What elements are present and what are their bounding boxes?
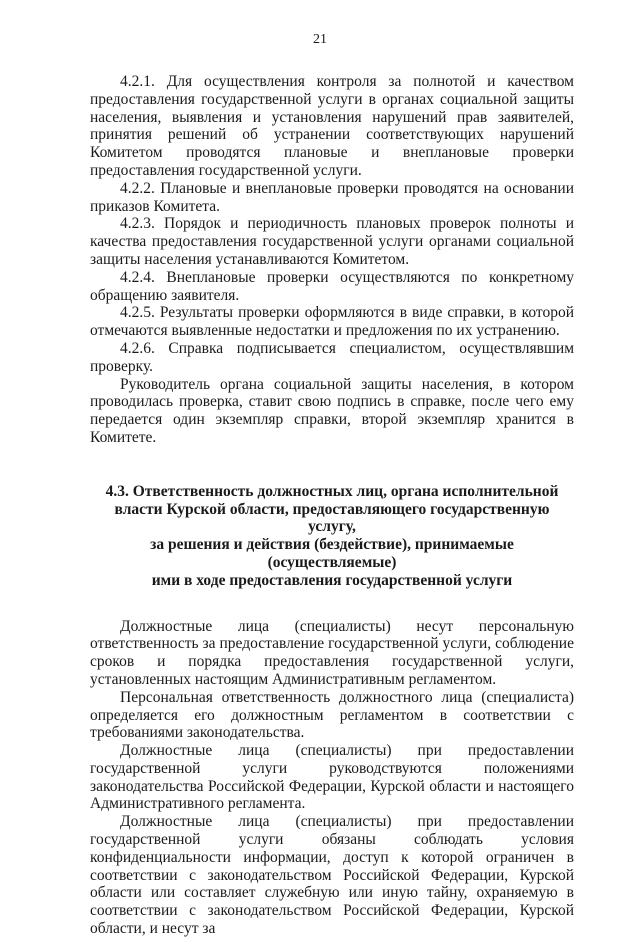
paragraph-4-2-1: 4.2.1. Для осуществления контроля за полнотой и качеством предоставления государственной услуги в органах социальной защиты населения, выявления и установления нарушений прав заявителей, принятия решений об устранении соответствующих нарушений Комитетом проводятся плановые и внеплановые проверки предоставления государственной услуги. xyxy=(90,73,574,179)
paragraph-legislation-guidance: Должностные лица (специалисты) при предоставлении государственной услуги руководствуются положениями законодательства Российской Федерации, Курской области и настоящего Административного регламента. xyxy=(90,742,574,813)
paragraph-personal-responsibility: Должностные лица (специалисты) несут персональную ответственность за предоставление государственной услуги, соблюдение сроков и порядка предоставления государственной услуги, установленных настоящим Административным регламентом. xyxy=(90,617,574,688)
heading-line: власти Курской области, предоставляющего государственную услугу, xyxy=(114,500,550,536)
paragraph-4-2-5: 4.2.5. Результаты проверки оформляются в виде справки, в которой отмечаются выявленные недостатки и предложения по их устранению. xyxy=(90,304,574,340)
section-4-3-heading xyxy=(90,483,574,590)
paragraph-official-regulation: Персональная ответственность должностного лица (специалиста) определяется его должностным регламентом в соответствии с требованиями законодательства. xyxy=(90,688,574,742)
page-number: 21 xyxy=(313,32,327,47)
document-body xyxy=(90,73,574,938)
paragraph-4-2-2: 4.2.2. Плановые и внеплановые проверки проводятся на основании приказов Комитета. xyxy=(90,179,574,215)
paragraph-4-2-4: 4.2.4. Внеплановые проверки осуществляются по конкретному обращению заявителя. xyxy=(90,268,574,304)
paragraph-confidentiality: Должностные лица (специалисты) при предоставлении государственной услуги обязаны соблюдать условия конфиденциальности информации, доступ к которой ограничен в соответствии с законодательством Российской Федерации, Курской области или составляет служебную или иную тайну, охраняемую в соответствии с законодательством Российской Федерации, Курской области, и несут за xyxy=(90,813,574,938)
paragraph-head-signature: Руководитель органа социальной защиты населения, в котором проводилась проверка, ставит свою подпись в справке, после чего ему передается один экземпляр справки, второй экземпляр хранится в Комитете. xyxy=(90,375,574,446)
paragraph-4-2-3: 4.2.3. Порядок и периодичность плановых проверок полноты и качества предоставления государственной услуги органами социальной защиты населения устанавливаются Комитетом. xyxy=(90,215,574,268)
heading-line: за решения и действия (бездействие), принимаемые (осуществляемые) xyxy=(150,536,514,571)
heading-line: 4.3. Ответственность должностных лиц, органа исполнительной xyxy=(105,482,559,500)
heading-line: ими в ходе предоставления государственной услуги xyxy=(151,571,513,589)
paragraph-4-2-6: 4.2.6. Справка подписывается специалистом, осуществлявшим проверку. xyxy=(90,339,574,375)
